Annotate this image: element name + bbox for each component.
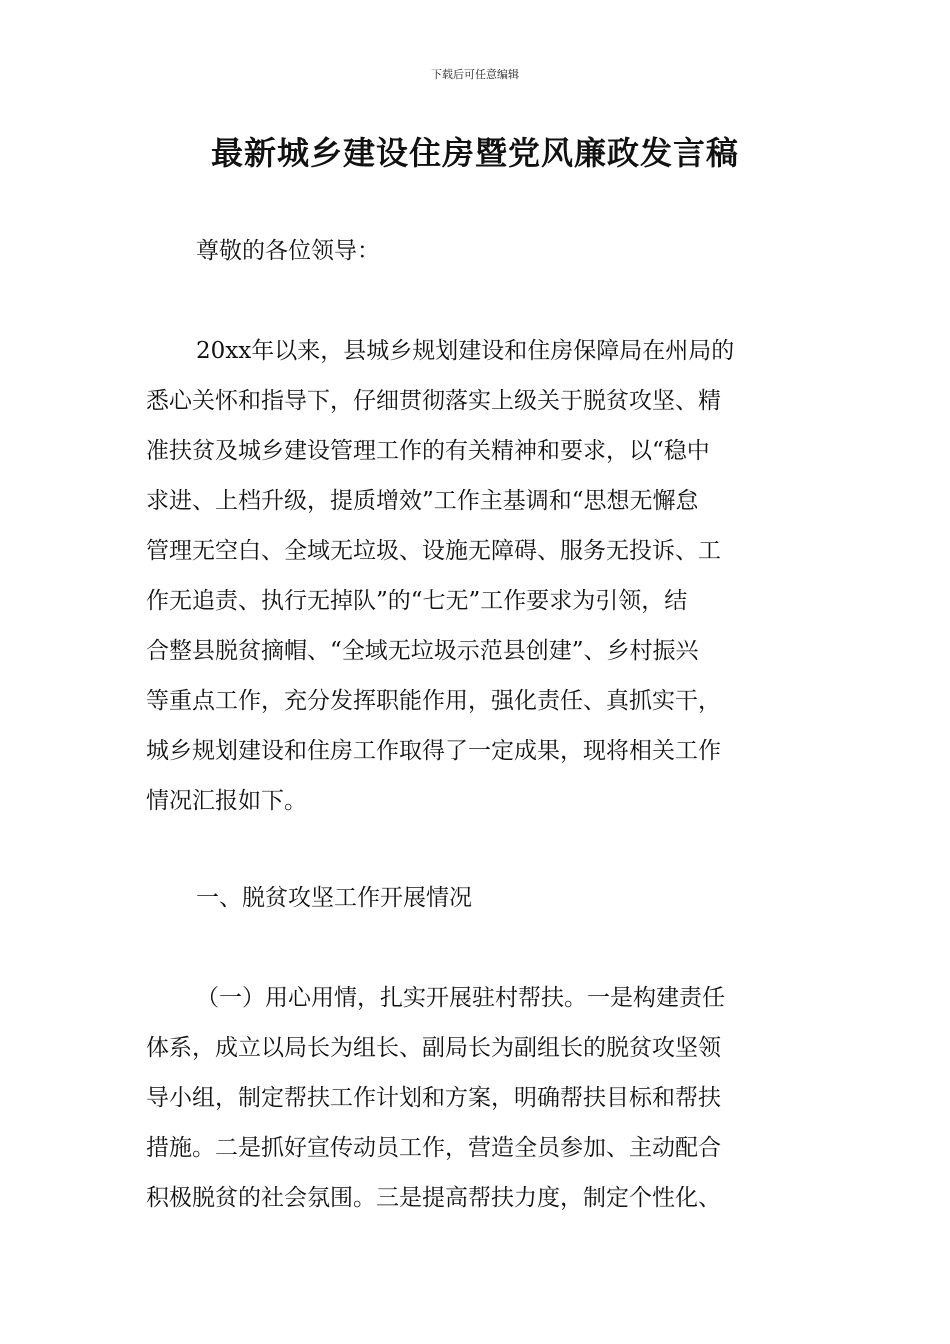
paragraph-line: 悉心关怀和指导下，仔细贯彻落实上级关于脱贫攻坚、精 <box>146 388 721 414</box>
paragraph-line: 城乡规划建设和住房工作取得了一定成果，现将相关工作 <box>146 738 721 764</box>
paragraph-line: 合整县脱贫摘帽、“全域无垃圾示范县创建”、乡村振兴 <box>146 638 699 664</box>
paragraph-line: 措施。二是抓好宣传动员工作，营造全员参加、主动配合 <box>146 1135 721 1161</box>
paragraph-line: 体系，成立以局长为组长、副局长为副组长的脱贫攻坚领 <box>146 1035 721 1061</box>
paragraph-line: 情况汇报如下。 <box>146 788 307 814</box>
header-note: 下载后可任意编辑 <box>431 68 519 81</box>
salutation: 尊敬的各位领导： <box>196 238 380 264</box>
paragraph-line: 准扶贫及城乡建设管理工作的有关精神和要求，以“稳中 <box>146 438 710 464</box>
paragraph-line: 等重点工作，充分发挥职能作用，强化责任、真抓实干， <box>146 688 721 714</box>
section-heading: 一、脱贫攻坚工作开展情况 <box>196 885 472 911</box>
paragraph-line: 积极脱贫的社会氛围。三是提高帮扶力度，制定个性化、 <box>146 1185 721 1211</box>
paragraph-line: 求进、上档升级，提质增效”工作主基调和“思想无懈怠 <box>146 488 699 514</box>
paragraph-line: 作无追责、执行无掉队”的“七无”工作要求为引领，结 <box>146 588 688 614</box>
paragraph-line: 管理无空白、全域无垃圾、设施无障碍、服务无投诉、工 <box>146 538 721 564</box>
paragraph-line: （一）用心用情，扎实开展驻村帮扶。一是构建责任 <box>196 985 725 1011</box>
paragraph-line: 导小组，制定帮扶工作计划和方案，明确帮扶目标和帮扶 <box>146 1085 721 1111</box>
paragraph-line: 20xx年以来，县城乡规划建设和住房保障局在州局的 <box>196 338 735 364</box>
document-title: 最新城乡建设住房暨党风廉政发言稿 <box>210 134 739 172</box>
